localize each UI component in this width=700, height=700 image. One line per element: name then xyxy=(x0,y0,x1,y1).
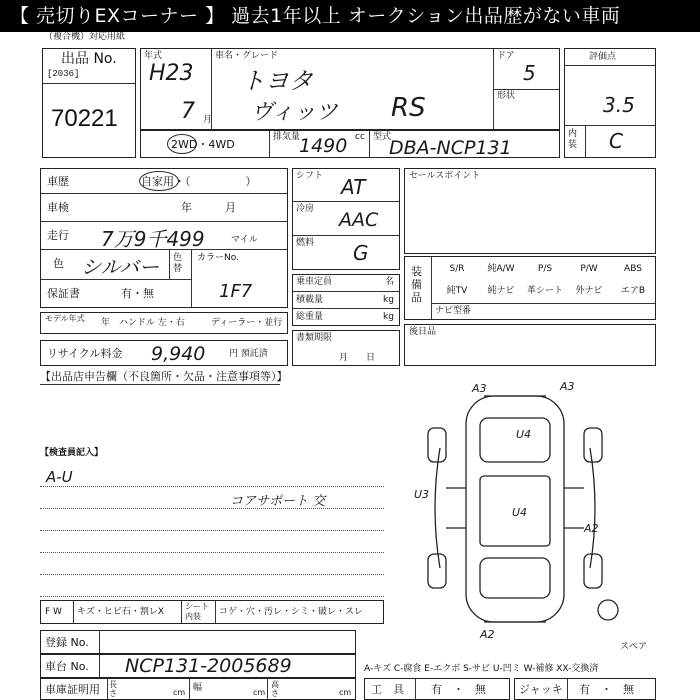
dealer-text: ディーラー・並行 xyxy=(211,318,283,328)
fw-label: F W xyxy=(45,607,62,617)
engine-row xyxy=(140,130,560,158)
left-side-outline xyxy=(435,448,440,568)
inspector-note-2: コアサポート 交 xyxy=(230,494,326,509)
capacity-unit: 名 xyxy=(385,277,395,287)
front-left-tire xyxy=(428,428,446,462)
lot-label: 出品 No. xyxy=(61,51,117,67)
inspection-label: 車検 xyxy=(47,201,69,214)
score-value: 3.5 xyxy=(603,93,635,117)
seat-items: コゲ・穴・汚レ・シミ・破レ・スレ xyxy=(219,607,364,617)
lot-number: 70221 xyxy=(51,105,118,132)
tools-row xyxy=(364,678,510,700)
width-unit: cm xyxy=(253,688,266,697)
chassis-row xyxy=(40,654,356,678)
damage-code-legend: A-キズ C-腐食 E-エクボ S-サビ U-凹ミ W-補修 XX-交換済 xyxy=(364,664,599,674)
model-year-text: 年 ハンドル 左・右 xyxy=(101,318,185,328)
mileage-unit: マイル xyxy=(231,235,258,245)
rear-left-tire xyxy=(428,554,446,588)
year-label: 年式 xyxy=(144,51,163,61)
equipment-item: 純TV xyxy=(446,286,468,296)
fw-items: キズ・ヒビ石・割レX xyxy=(77,607,164,617)
recycle-unit: 円 預託済 xyxy=(229,349,268,359)
jack-options: 有 ・ 無 xyxy=(579,683,634,696)
load-label: 積載量 xyxy=(296,295,324,305)
model-code-value: DBA-NCP131 xyxy=(389,137,512,159)
chassis-value: NCP131-2005689 xyxy=(125,655,292,677)
history-block xyxy=(40,168,288,308)
car-model: ヴィッツ xyxy=(251,100,338,125)
color-value: シルバー xyxy=(81,255,160,279)
score-box xyxy=(564,48,656,158)
equipment-item: 革シート xyxy=(526,286,563,296)
spare-label: スペア xyxy=(620,642,648,652)
mileage-value: 7万9千499 xyxy=(101,227,205,251)
fuel-value: G xyxy=(353,241,369,265)
garage-cert-row xyxy=(40,678,356,700)
equipment-row-1 xyxy=(435,261,655,279)
color-no-label: カラーNo. xyxy=(197,253,239,263)
car-grade: RS xyxy=(391,93,426,123)
capacity-block xyxy=(292,274,400,326)
sales-point-box xyxy=(404,168,656,254)
score-label: 評価点 xyxy=(589,52,617,62)
model-year-row xyxy=(40,312,288,334)
lot-small-code: [2036] xyxy=(47,69,80,79)
year-month: 7 xyxy=(181,99,195,124)
doc-period-unit: 月 日 xyxy=(339,353,376,363)
equipment-box xyxy=(404,256,656,320)
color-label: 色 xyxy=(53,257,64,270)
form-subtitle: （複合機）対応用紙 xyxy=(44,32,126,42)
private-circle-mark xyxy=(139,171,179,191)
equipment-item: ABS xyxy=(624,264,642,274)
vehicle-header xyxy=(140,48,560,130)
fuel-label: 燃料 xyxy=(296,238,315,248)
height-unit: cm xyxy=(339,688,352,697)
length-label: 長さ xyxy=(109,680,117,698)
height-label: 高さ xyxy=(271,680,279,698)
doors-label: ドア xyxy=(497,51,515,61)
recycle-label: リサイクル料金 xyxy=(47,347,123,360)
month-unit: 月 xyxy=(203,115,213,125)
damage-mark-2: A3 xyxy=(560,380,575,393)
registration-row xyxy=(40,630,356,654)
spec-block xyxy=(292,168,400,270)
inspector-note-1: A-U xyxy=(46,468,73,486)
inspector-label: 【検査員記入】 xyxy=(40,448,104,458)
jack-label: ジャッキ xyxy=(519,683,563,696)
right-side-outline xyxy=(590,448,595,568)
displacement-label: 排気量 xyxy=(273,132,301,142)
car-history-options: 自家用・（ ） xyxy=(141,175,257,188)
recycle-row xyxy=(40,340,288,366)
width-label: 幅 xyxy=(193,683,203,693)
equipment-item: エアB xyxy=(620,286,646,296)
equipment-row-2 xyxy=(435,283,655,301)
equipment-item: 純A/W xyxy=(487,264,515,274)
lot-box xyxy=(42,48,136,158)
warranty-label: 保証書 xyxy=(47,287,80,300)
tools-options: 有 ・ 無 xyxy=(431,683,486,696)
model-code-label: 型式 xyxy=(373,132,392,142)
equipment-item: S/R xyxy=(449,264,465,274)
equipment-item: P/W xyxy=(580,264,598,274)
equipment-label: 装備品 xyxy=(411,265,422,304)
damage-mark-6: A2 xyxy=(584,522,599,535)
equipment-item: 純ナビ xyxy=(487,286,515,296)
after-items-box xyxy=(404,324,656,366)
equipment-item: P/S xyxy=(537,264,553,274)
doors-value: 5 xyxy=(523,61,536,85)
car-maker: トヨタ xyxy=(241,67,313,95)
doc-period-label: 書類期限 xyxy=(296,333,333,343)
car-history-label: 車歴 xyxy=(47,175,69,188)
damage-mark-5: U3 xyxy=(414,488,430,501)
shift-value: AT xyxy=(341,175,366,199)
rear-right-tire xyxy=(584,554,602,588)
spare-tire-icon xyxy=(598,600,618,620)
jack-row xyxy=(514,678,656,700)
doc-period-block xyxy=(292,330,400,366)
cc-unit: cc xyxy=(355,132,365,142)
displacement-value: 1490 xyxy=(299,135,348,157)
windshield-outline xyxy=(480,418,550,462)
year-value: H23 xyxy=(149,61,194,86)
interior-label: 内装 xyxy=(568,129,578,150)
shift-label: シフト xyxy=(296,171,324,181)
seat-label: シート内装 xyxy=(185,602,209,621)
load-unit: kg xyxy=(383,295,394,305)
damage-mark-3: U4 xyxy=(516,428,532,441)
registration-label: 登録 No. xyxy=(45,636,89,649)
damage-mark-4: U4 xyxy=(512,506,528,519)
damage-mark-1: A3 xyxy=(472,382,487,395)
drive-circle-mark xyxy=(167,134,197,154)
declaration-label: 【出品店申告欄（不良箇所・欠品・注意事項等）】 xyxy=(40,370,288,383)
interior-value: C xyxy=(609,129,623,153)
damage-mark-7: A2 xyxy=(480,628,495,641)
ac-label: 冷房 xyxy=(296,204,315,214)
weight-unit: kg xyxy=(383,312,394,322)
front-right-tire xyxy=(584,428,602,462)
car-name-label: 車名・グレード xyxy=(215,51,279,61)
shape-label: 形状 xyxy=(497,91,516,101)
drive-label: 2WD・4WD xyxy=(171,138,235,151)
rear-window-outline xyxy=(480,558,550,598)
tools-label: 工 具 xyxy=(371,683,404,696)
weight-label: 総重量 xyxy=(296,312,324,322)
capacity-label: 乗車定員 xyxy=(296,277,333,287)
ac-value: AAC xyxy=(339,209,379,231)
color-no-value: 1F7 xyxy=(219,281,253,302)
equipment-item: 外ナビ xyxy=(575,286,603,296)
navi-label: ナビ型番 xyxy=(435,306,472,316)
length-unit: cm xyxy=(173,688,186,697)
sales-point-label: セールスポイント xyxy=(409,171,481,181)
color-change-label: 色替 xyxy=(173,253,183,274)
chassis-label: 車台 No. xyxy=(45,660,89,673)
recycle-value: 9,940 xyxy=(151,343,206,365)
garage-cert-label: 車庫証明用 xyxy=(45,683,100,696)
model-year-label: モデル年式 xyxy=(45,314,85,323)
inspection-units: 年 月 xyxy=(181,201,236,214)
banner-title: 【 売切りEXコーナー 】 過去1年以上 オークション出品歴がない車両 xyxy=(0,0,700,32)
warranty-options: 有・無 xyxy=(121,287,154,300)
mileage-label: 走行 xyxy=(47,229,69,242)
after-items-label: 後日品 xyxy=(409,327,437,337)
fw-row xyxy=(40,600,384,624)
